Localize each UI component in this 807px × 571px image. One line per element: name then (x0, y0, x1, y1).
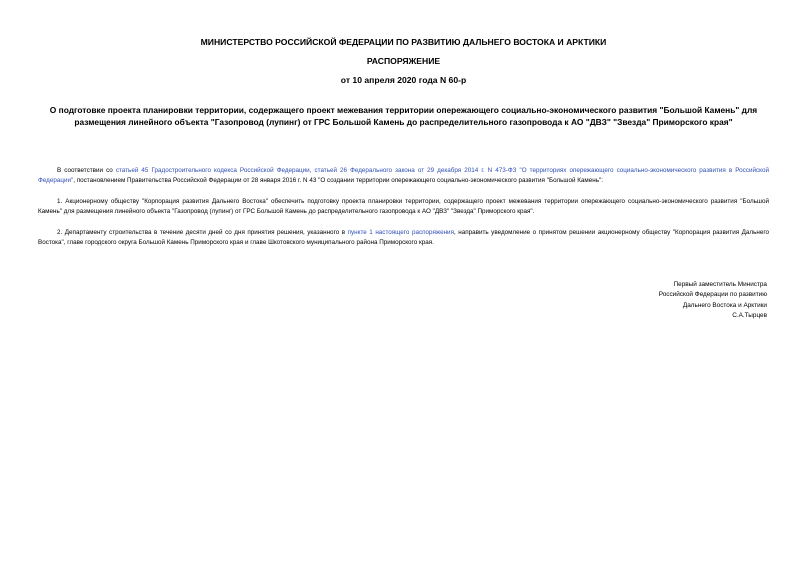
signature-position-line-3: Дальнего Востока и Арктики (682, 301, 767, 309)
preamble-text-start: В соответствии со (57, 167, 116, 174)
signature-position-line-2: Российской Федерации по развитию (658, 291, 767, 299)
document-type: РАСПОРЯЖЕНИЕ (366, 56, 441, 66)
item-1-paragraph: 1. Акционерному обществу "Корпорация развития Дальнего Востока" обеспечить подготовку проекта планировки территории, содержащего проект межевания территории опережающего социально-экономического развития "Большой Камень" для размещения линейного объекта "Газопровод (лупинг) от ГРС Большой Камень до распределительного газопровода к АО "ДВЗ" "Звезда" Приморского края". (38, 198, 769, 215)
ministry-name: МИНИСТЕРСТВО РОССИЙСКОЙ ФЕДЕРАЦИИ ПО РАЗВИТИЮ ДАЛЬНЕГО ВОСТОКА И АРКТИКИ (200, 37, 607, 47)
preamble-paragraph (38, 166, 769, 185)
signatory-name: С.А.Тырцев (732, 312, 767, 320)
document-date: от 10 апреля 2020 года N 60-р (340, 75, 467, 85)
signature-block (659, 280, 767, 322)
item-2-text-end: , направить уведомление о принятом решении акционерному обществу "Корпорация развития Дальнего Востока", главе городского округа Большой Камень Приморского края и главе Шкотовского муниципального района Приморского края. (38, 229, 769, 246)
item-1-reference-link[interactable]: пункте 1 настоящего распоряжения (347, 229, 454, 236)
signature-position-line-1: Первый заместитель Министра (673, 281, 767, 288)
item-2-text-start: 2. Департаменту строительства в течение десяти дней со дня принятия решения, указанного в (57, 229, 348, 236)
document-title: О подготовке проекта планировки территории, содержащего проект межевания территории опережающего социально-экономического развития "Большой Камень" для размещения линейного объекта "Газопровод (лупинг) от ГРС Большой Камень до распределительного газопровода к АО "ДВЗ" "Звезда" Приморского края" (49, 105, 758, 127)
preamble-text-end: , постановлением Правительства Российской Федерации от 28 января 2016 г. N 43 "О создании территории опережающего социально-экономического развития "Большой Камень": (73, 176, 603, 184)
law-reference-link[interactable]: статьей 45 Градостроительного кодекса Российской Федерации, статьей 26 Федерального закона от 29 декабря 2014 г. N 473-ФЗ "О территориях опережающего социально-экономического развития в Российской Федерации" (38, 167, 769, 184)
item-2-paragraph (38, 228, 769, 247)
